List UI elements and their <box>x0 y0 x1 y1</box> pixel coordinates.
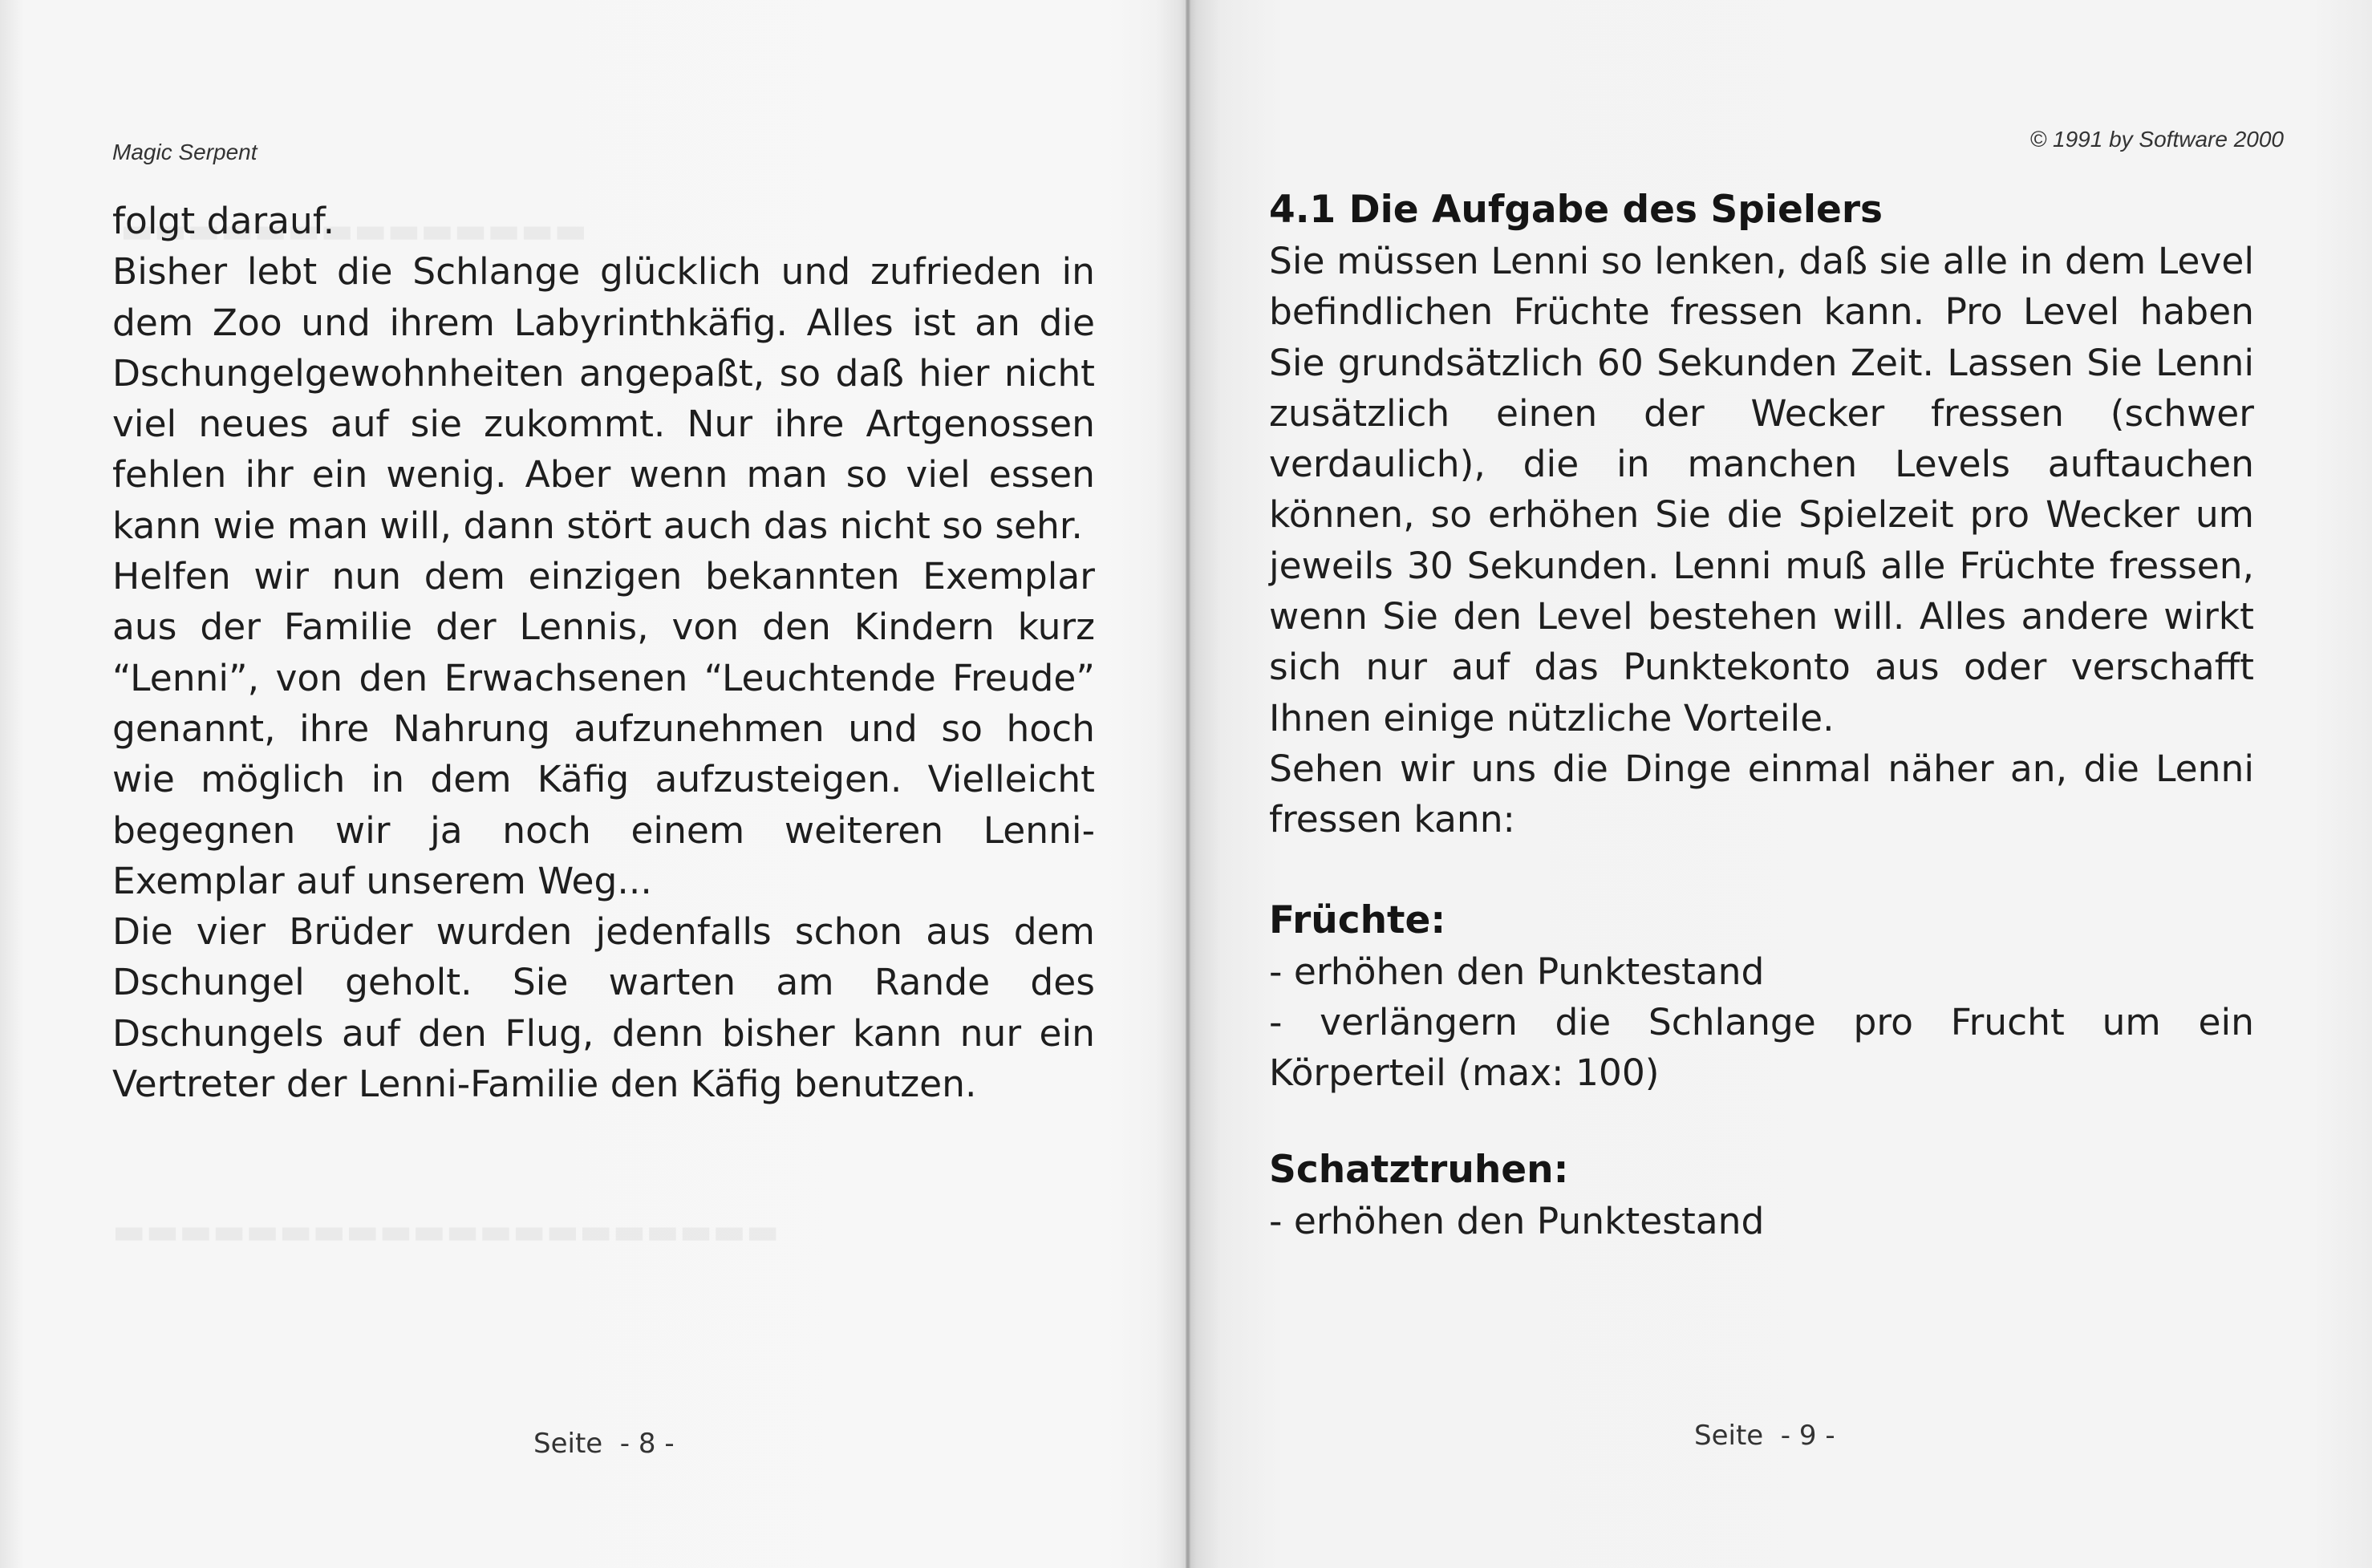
left-page-body-text: folgt darauf. Bisher lebt die Schlange glücklich und zufrieden in dem Zoo und ihrem Labyrinthkäfig. Alles ist an die Dschungelgewohnheiten angepaßt, so daß hier nicht viel neues auf sie zukommt. Nur ihre Artgenossen fehlen ihr ein wenig. Aber wenn man so viel essen kann wie man will, dann stört auch das nicht so sehr. Helfen wir nun dem einzigen bekannten Exemplar aus der Familie der Lennis, von den Kindern kurz “Lenni”, von den Erwachsenen “Leuchtende Freude” genannt, ihre Nahrung aufzunehmen und so hoch wie möglich in dem Käfig aufzusteigen. Vielleicht begegnen wir ja noch einem weiteren Lenni-Exemplar auf unserem Weg... Die vier Brüder wurden jedenfalls schon aus dem Dschungel geholt. Sie warten am Rande des Dschungels auf den Flug, denn bisher kann nur ein Vertreter der Lenni-Familie den Käfig benutzen. <box>112 200 1095 1106</box>
book-gutter <box>1186 0 1190 1568</box>
item-points <box>1269 1196 2254 1246</box>
item-heading: Schatztruhen: <box>1269 1148 1569 1193</box>
page-number-left: Seite - 8 - <box>533 1428 675 1460</box>
item-block-fruits <box>1269 895 2254 1099</box>
item-point: - verlängern die Schlange pro Frucht um ein Körperteil (max: 100) <box>1269 1000 2254 1095</box>
item-heading: Früchte: <box>1269 897 1446 942</box>
show-through-text <box>112 1211 779 1252</box>
right-page <box>1189 0 2372 1568</box>
section-heading: 4.1 Die Aufgabe des Spielers <box>1269 188 1883 232</box>
item-block-treasure-chests <box>1269 1145 2254 1246</box>
item-points <box>1269 946 2254 1099</box>
item-point: - erhöhen den Punktestand <box>1269 1200 1765 1243</box>
running-head-right: © 1991 by Software 2000 <box>2029 127 2284 152</box>
right-page-content <box>1269 184 2254 1247</box>
right-page-body-text: Sie müssen Lenni so lenken, daß sie alle in dem Level befindlichen Früchte fressen kann. Pro Level haben Sie grundsätzlich 60 Sekunden Zeit. Lassen Sie Lenni zusätzlich einen der Wecker fressen (schwer verdaulich), die in manchen Levels auftauchen können, so erhöhen Sie die Spielzeit pro Wecker um jeweils 30 Sekunden. Lenni muß alle Früchte fressen, wenn Sie den Level bestehen will. Alles andere wirkt sich nur auf das Punktekonto aus oder verschafft Ihnen einige nützliche Vorteile. Sehen wir uns die Dinge einmal näher an, die Lenni fressen kann: <box>1269 240 2254 841</box>
item-point: - erhöhen den Punktestand <box>1269 950 1765 993</box>
page-number-right: Seite - 9 - <box>1694 1420 1835 1452</box>
running-head-left: Magic Serpent <box>112 140 257 164</box>
